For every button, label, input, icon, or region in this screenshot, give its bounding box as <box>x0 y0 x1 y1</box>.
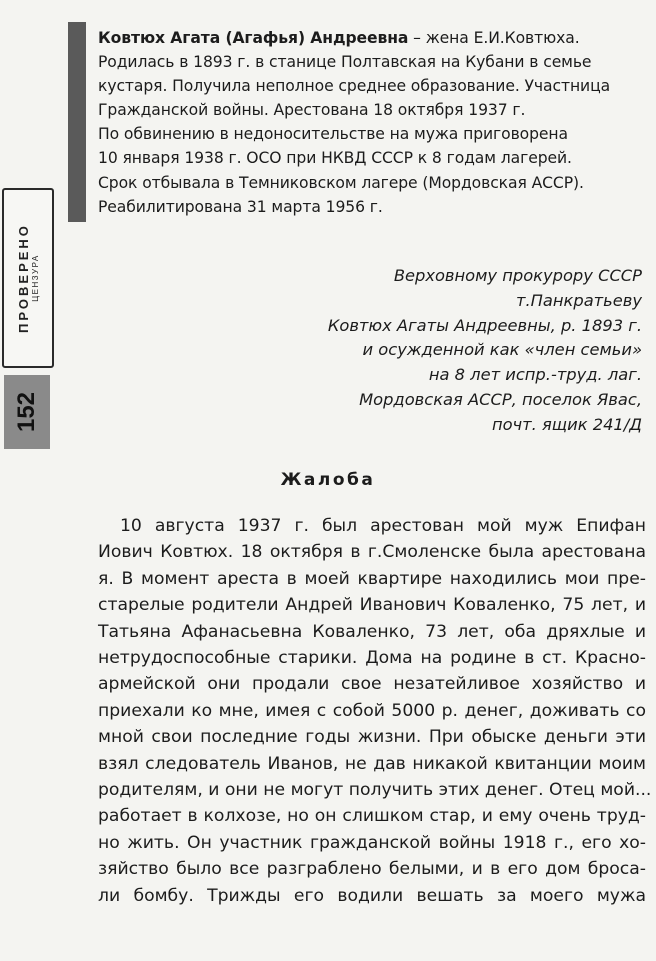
bio-line: 10 января 1938 г. ОСО при НКВД СССР к 8 годам лагерей. <box>98 149 572 168</box>
document-title: Жалоба <box>280 470 376 490</box>
body-line: зяйство было все разграблено белыми, и в его дом броса- <box>98 859 646 880</box>
page-number: 152 <box>13 391 40 433</box>
body-line: работает в колхозе, но он слишком стар, и ему очень труд- <box>98 806 646 827</box>
body-line: мной свои последние годы жизни. При обыске деньги эти <box>98 727 646 748</box>
address-line: и осужденной как «член семьи» <box>362 340 642 360</box>
bio-name: Ковтюх Агата (Агафья) Андреевна <box>98 29 409 47</box>
address-line: Верховному прокурору СССР <box>393 266 642 285</box>
body-line: нетрудоспособные старики. Дома на родине в ст. Красно- <box>98 648 646 669</box>
body-line: Иович Ковтюх. 18 октября в г.Смоленске была арестована <box>98 542 646 563</box>
body-line: взял следователь Иванов, не дав никакой квитанции моим <box>98 753 646 774</box>
stamp-main-text: ПРОВЕРЕНО <box>15 223 31 333</box>
body-line: 10 августа 1937 г. был арестован мой муж Епифан <box>120 516 646 536</box>
body-line: армейской они продали свое незатейливое хозяйство и <box>98 674 646 695</box>
address-line: почт. ящик 241/Д <box>491 414 642 434</box>
address-line: Мордовская АССР, поселок Явас, <box>359 389 642 409</box>
body-line: родителям, и они не могут получить этих денег. Отец мой... <box>98 780 652 801</box>
complaint-body <box>98 513 652 909</box>
body-line: я. В момент ареста в моей квартире находились мои пре- <box>98 568 646 589</box>
bio-line: – жена Е.И.Ковтюха. <box>408 29 580 47</box>
bio-line: Реабилитирована 31 марта 1956 г. <box>98 197 383 216</box>
bio-sidebar-bar <box>68 22 86 222</box>
address-block <box>222 264 642 438</box>
address-line: Ковтюх Агаты Андреевны, р. 1893 г. <box>327 315 642 335</box>
page-number-tab <box>4 375 50 449</box>
body-line: приехали ко мне, имея с собой 5000 р. денег, доживать со <box>98 700 646 721</box>
bio-line: Срок отбывала в Темниковском лагере (Мордовская АССР). <box>98 173 584 192</box>
biography-block <box>98 26 646 219</box>
stamp-sub-text: ЦЕНЗУРА <box>30 254 40 302</box>
bio-line: Родилась в 1893 г. в станице Полтавская на Кубани в семье <box>98 53 592 72</box>
body-line: ли бомбу. Трижды его водили вешать за моего мужа <box>98 885 646 906</box>
address-line: т.Панкратьеву <box>516 290 642 310</box>
censorship-stamp <box>2 188 54 368</box>
bio-line: По обвинению в недоносительстве на мужа приговорена <box>98 125 568 144</box>
body-line: старелые родители Андрей Иванович Коваленко, 75 лет, и <box>98 595 646 616</box>
body-line: Татьяна Афанасьевна Коваленко, 73 лет, оба дряхлые и <box>98 621 646 642</box>
address-line: на 8 лет испр.-труд. лаг. <box>428 365 642 385</box>
bio-line: кустаря. Получила неполное среднее образование. Участница <box>98 77 611 96</box>
body-line: но жить. Он участник гражданской войны 1918 г., его хо- <box>98 832 646 853</box>
bio-line: Гражданской войны. Арестована 18 октября 1937 г. <box>98 101 526 120</box>
